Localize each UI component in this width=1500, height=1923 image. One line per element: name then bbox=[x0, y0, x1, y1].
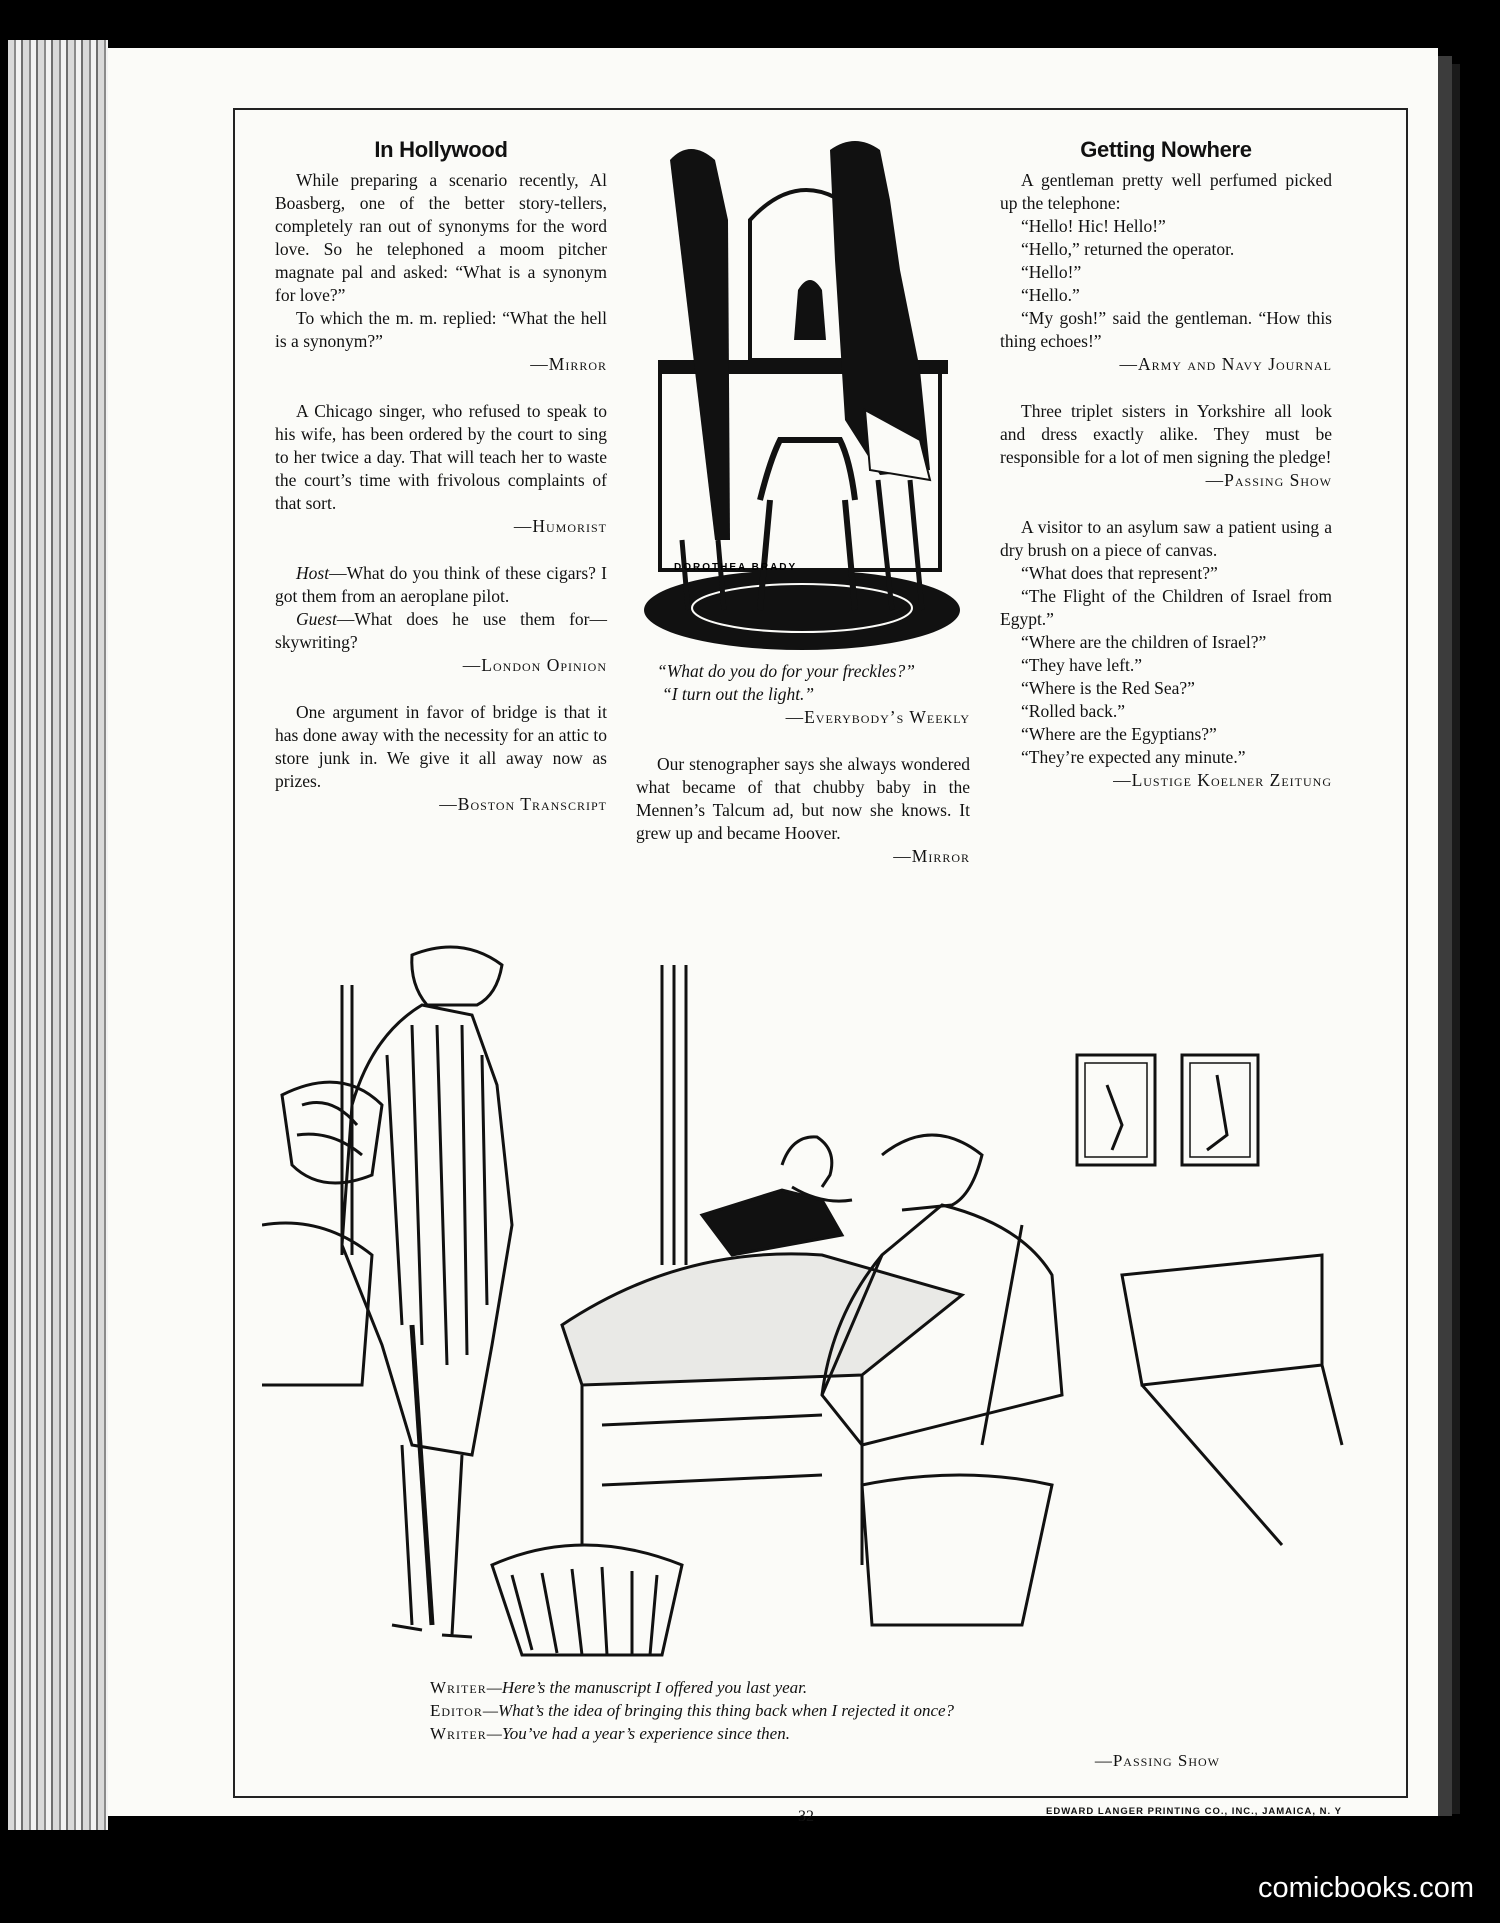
dialogue-text: —You’ve had a year’s experience since then. bbox=[486, 1724, 790, 1743]
joke-text: “Where is the Red Sea?” bbox=[1021, 678, 1195, 698]
joke-text: Our stenographer says she always wondered what became of that chubby baby in the Mennen’s Talcum ad, but now she knows. It grew up and became Hoover. bbox=[636, 754, 970, 843]
joke-text: A gentleman pretty well perfumed picked up the telephone: bbox=[1000, 170, 1332, 213]
joke-source: —Mirror bbox=[893, 846, 970, 866]
caption-source: —Everybody’s Weekly bbox=[785, 707, 970, 727]
joke-text: Three triplet sisters in Yorkshire all look and dress exactly alike. They must be responsible for a lot of men signing the pledge! bbox=[1000, 401, 1332, 467]
joke-source: —Mirror bbox=[530, 354, 607, 374]
joke-source: —Lustige Koelner Zeitung bbox=[1113, 770, 1332, 790]
right-column bbox=[1000, 138, 1332, 816]
joke-dialogue-line bbox=[275, 608, 607, 654]
page-edge bbox=[1438, 56, 1452, 1816]
joke-text: “Hello!” bbox=[1021, 262, 1082, 282]
caption-line bbox=[430, 1722, 1220, 1745]
left-column bbox=[275, 138, 607, 840]
joke-text: “Where are the Egyptians?” bbox=[1021, 724, 1217, 744]
joke-text: “My gosh!” said the gentleman. “How this thing echoes!” bbox=[1000, 308, 1332, 351]
site-watermark: comicbooks.com bbox=[1258, 1872, 1474, 1904]
joke-text: “The Flight of the Children of Israel from Egypt.” bbox=[1000, 586, 1332, 629]
heading-getting-nowhere: Getting Nowhere bbox=[1080, 137, 1252, 162]
heading-in-hollywood: In Hollywood bbox=[374, 137, 508, 162]
joke-source: —Army and Navy Journal bbox=[1119, 354, 1332, 374]
joke-text: “Where are the children of Israel?” bbox=[1021, 632, 1267, 652]
speaker-label: Host bbox=[296, 563, 330, 583]
joke-source: —Humorist bbox=[513, 516, 607, 536]
artist-signature: DOROTHEA BRADY bbox=[674, 562, 798, 573]
dialogue-text: —What do you think of these cigars? I got them from an aeroplane pilot. bbox=[275, 563, 607, 606]
dressing-table-illustration bbox=[630, 140, 978, 655]
office-cartoon-illustration bbox=[262, 925, 1382, 1665]
joke-text: “Hello! Hic! Hello!” bbox=[1021, 216, 1166, 236]
speaker-label: Writer bbox=[430, 1678, 487, 1697]
joke-source: —Boston Transcript bbox=[439, 794, 607, 814]
speaker-label: Editor bbox=[430, 1701, 483, 1720]
caption-line bbox=[430, 1676, 1220, 1699]
cartoon-source: —Passing Show bbox=[1094, 1751, 1220, 1770]
dialogue-text: —Here’s the manuscript I offered you last year. bbox=[486, 1678, 808, 1697]
printer-imprint: EDWARD LANGER PRINTING CO., INC., JAMAICA, N. Y bbox=[1046, 1806, 1342, 1817]
dialogue-text: —What does he use them for—skywriting? bbox=[275, 609, 607, 652]
joke-text: A visitor to an asylum saw a patient using a dry brush on a piece of canvas. bbox=[1000, 517, 1332, 560]
center-column bbox=[636, 660, 970, 892]
joke-text: “They’re expected any minute.” bbox=[1021, 747, 1246, 767]
joke-text: A Chicago singer, who refused to speak to his wife, has been ordered by the court to sing to her twice a day. That will teach her to waste the court’s time with frivolous complaints of that sort. bbox=[275, 401, 607, 513]
joke-text: “Hello,” returned the operator. bbox=[1021, 239, 1235, 259]
page-number: 32 bbox=[798, 1808, 814, 1825]
joke-text: “Rolled back.” bbox=[1021, 701, 1125, 721]
speaker-label: Writer bbox=[430, 1724, 487, 1743]
joke-source: —London Opinion bbox=[462, 655, 607, 675]
joke-text: “Hello.” bbox=[1021, 285, 1080, 305]
illustration-caption: “What do you do for your freckles?” bbox=[657, 661, 915, 681]
page-edge-shadow bbox=[1452, 64, 1460, 1814]
joke-source: —Passing Show bbox=[1205, 470, 1332, 490]
cartoon-caption bbox=[430, 1676, 1220, 1772]
caption-line bbox=[430, 1699, 1220, 1722]
joke-text: To which the m. m. replied: “What the hell is a synonym?” bbox=[275, 308, 607, 351]
joke-text: “They have left.” bbox=[1021, 655, 1142, 675]
speaker-label: Guest bbox=[296, 609, 337, 629]
joke-text: While preparing a scenario recently, Al Boasberg, one of the better story-tellers, completely ran out of synonyms for the word love. So he telephoned a moom pitcher magnate pal and asked: “What is a synonym for love?” bbox=[275, 170, 607, 305]
joke-text: “What does that represent?” bbox=[1021, 563, 1218, 583]
dialogue-text: —What’s the idea of bringing this thing back when I rejected it once? bbox=[482, 1701, 955, 1720]
joke-dialogue-line bbox=[275, 562, 607, 608]
illustration-caption: “I turn out the light.” bbox=[662, 684, 815, 704]
book-spine-edge bbox=[8, 40, 108, 1830]
joke-text: One argument in favor of bridge is that it has done away with the necessity for an attic to store junk in. We give it all away now as prizes. bbox=[275, 702, 607, 791]
